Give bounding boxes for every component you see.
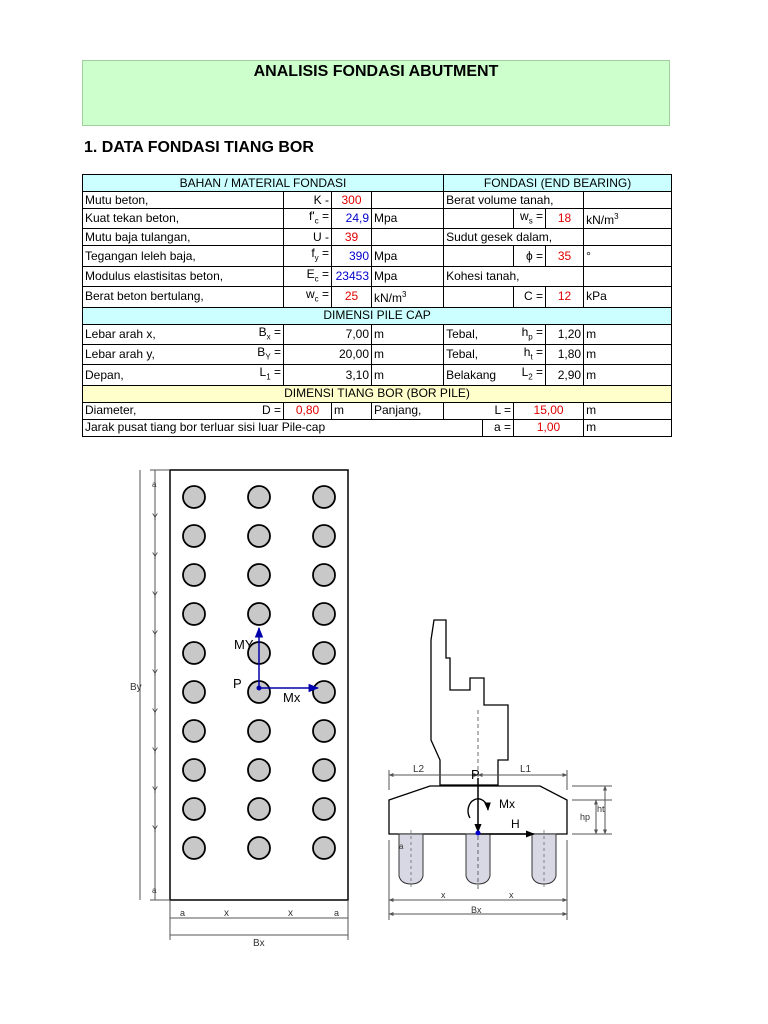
- berat-volume-tanah-label: Berat volume tanah,: [444, 192, 584, 209]
- plan-by-label: By: [130, 682, 142, 693]
- plan-y-label: Y: [152, 551, 159, 561]
- hp-unit: m: [584, 324, 672, 344]
- plan-y-label: Y: [152, 590, 159, 600]
- abutment-wall: [431, 620, 508, 785]
- l1-unit: m: [372, 365, 444, 385]
- section-x-left: x: [441, 890, 446, 900]
- bx-unit: m: [372, 324, 444, 344]
- pile-circle: [183, 603, 205, 625]
- ht-label: Tebal,: [444, 344, 514, 364]
- ws-unit: $kN/m^3$: [584, 209, 672, 229]
- berat-beton-unit: $kN/m^3$: [372, 287, 444, 307]
- tegangan-leleh-unit: Mpa: [372, 246, 444, 266]
- plan-a-bottom: a: [152, 886, 157, 895]
- pile-circle: [183, 798, 205, 820]
- berat-beton-sym: $w_c$ =: [284, 287, 332, 307]
- jarak-unit: m: [584, 419, 672, 436]
- l2-value: 2,90: [546, 365, 584, 385]
- hp-value: 1,20: [546, 324, 584, 344]
- section-p-label: P: [471, 767, 480, 782]
- pile-circle: [248, 525, 270, 547]
- modulus-label: Modulus elastisitas beton,: [83, 266, 284, 286]
- mutu-beton-sym: K -: [284, 192, 332, 209]
- pile-right: [532, 834, 556, 884]
- mutu-baja-label: Mutu baja tulangan,: [83, 229, 284, 246]
- section-l2-label: L2: [413, 764, 425, 775]
- sudut-gesek-label: Sudut gesek dalam,: [444, 229, 584, 246]
- kuat-tekan-sym: $f'_c$ =: [284, 209, 332, 229]
- pile-circle: [248, 486, 270, 508]
- pile-circle: [183, 759, 205, 781]
- diameter-sym: D =: [246, 402, 284, 419]
- plan-y-label: Y: [152, 707, 159, 717]
- section-heading: 1. DATA FONDASI TIANG BOR: [84, 139, 314, 156]
- fondasi-header: FONDASI (END BEARING): [444, 175, 672, 192]
- kuat-tekan-unit: Mpa: [372, 209, 444, 229]
- plan-y-label: Y: [152, 785, 159, 795]
- section-ht-label: ht: [597, 804, 605, 814]
- by-sym: $B_Y$ =: [246, 344, 284, 364]
- by-unit: m: [372, 344, 444, 364]
- kohesi-label: Kohesi tanah,: [444, 266, 584, 286]
- l2-unit: m: [584, 365, 672, 385]
- section-l1-label: L1: [520, 764, 532, 775]
- plan-y-label: Y: [152, 629, 159, 639]
- pile-circle: [183, 564, 205, 586]
- kuat-tekan-label: Kuat tekan beton,: [83, 209, 284, 229]
- modulus-unit: Mpa: [372, 266, 444, 286]
- pile-circle: [248, 603, 270, 625]
- panjang-value: 15,00: [514, 402, 584, 419]
- phi-label: [444, 246, 514, 266]
- c-unit: kPa: [584, 287, 672, 307]
- plan-bx-label: Bx: [253, 938, 265, 948]
- section-h-label: H: [511, 817, 520, 831]
- bx-sym: $B_x$ =: [246, 324, 284, 344]
- jarak-label: Jarak pusat tiang bor terluar sisi luar Pile-cap: [83, 419, 483, 436]
- material-header: BAHAN / MATERIAL FONDASI: [83, 175, 444, 192]
- mutu-baja-unit: [372, 229, 444, 246]
- data-table: [82, 174, 672, 437]
- pile-circle: [313, 759, 335, 781]
- panjang-label: Panjang,: [372, 402, 444, 419]
- phi-unit: °: [584, 246, 672, 266]
- modulus-value: 23453: [332, 266, 372, 286]
- panjang-sym: L =: [444, 402, 514, 419]
- pile-circle: [248, 798, 270, 820]
- pile-circle: [313, 642, 335, 664]
- ht-value: 1,80: [546, 344, 584, 364]
- section-hp-label: hp: [580, 812, 591, 822]
- phi-value: 35: [546, 246, 584, 266]
- by-value: 20,00: [284, 344, 372, 364]
- berat-beton-value: 25: [332, 287, 372, 307]
- plan-p-label: P: [233, 676, 242, 691]
- pile-circle: [313, 837, 335, 859]
- ws-sym: $w_s$ =: [514, 209, 546, 229]
- plan-a-top: a: [152, 480, 157, 489]
- ws-label: [444, 209, 514, 229]
- pile-circle: [313, 720, 335, 742]
- pile-circle: [183, 720, 205, 742]
- page-title: ANALISIS FONDASI ABUTMENT: [253, 63, 499, 80]
- diameter-unit: m: [332, 402, 372, 419]
- l1-value: 3,10: [284, 365, 372, 385]
- by-label: Lebar arah y,: [83, 344, 246, 364]
- section-x-right: x: [509, 890, 514, 900]
- plan-my-label: MY: [234, 637, 254, 652]
- plan-a-left: a: [180, 908, 186, 918]
- mutu-baja-value: 39: [332, 229, 372, 246]
- mutu-baja-sym: U -: [284, 229, 332, 246]
- plan-y-label: Y: [152, 746, 159, 756]
- title-banner: [82, 60, 670, 126]
- plan-y-label: Y: [152, 512, 159, 522]
- hp-label: Tebal,: [444, 324, 514, 344]
- panjang-unit: m: [584, 402, 672, 419]
- plan-mx-label: Mx: [283, 690, 301, 705]
- l1-sym: $L_1$ =: [246, 365, 284, 385]
- c-label: [444, 287, 514, 307]
- pile-circle: [313, 564, 335, 586]
- l2-sym: $L_2$ =: [514, 365, 546, 385]
- pile-cap-header: DIMENSI PILE CAP: [83, 307, 672, 324]
- ht-unit: m: [584, 344, 672, 364]
- tegangan-leleh-sym: $f_y$ =: [284, 246, 332, 266]
- pile-circle: [183, 681, 205, 703]
- jarak-value: 1,00: [514, 419, 584, 436]
- pile-circle: [183, 642, 205, 664]
- mutu-beton-label: Mutu beton,: [83, 192, 284, 209]
- pile-circle: [313, 681, 335, 703]
- abutment-section-diagram: [380, 612, 616, 922]
- phi-sym: ϕ =: [514, 246, 546, 266]
- tiang-bor-header: DIMENSI TIANG BOR (BOR PILE): [83, 385, 672, 402]
- ws-value: 18: [546, 209, 584, 229]
- c-sym: C =: [514, 287, 546, 307]
- pile-circle: [183, 525, 205, 547]
- jarak-sym: a =: [483, 419, 514, 436]
- pile-circle: [313, 798, 335, 820]
- diameter-value: 0,80: [284, 402, 332, 419]
- bx-value: 7,00: [284, 324, 372, 344]
- berat-beton-label: Berat beton bertulang,: [83, 287, 284, 307]
- plan-x-right: x: [288, 908, 293, 919]
- mutu-beton-value: 300: [332, 192, 372, 209]
- tegangan-leleh-label: Tegangan leleh baja,: [83, 246, 284, 266]
- section-mx-label: Mx: [499, 797, 515, 811]
- pile-circle: [183, 837, 205, 859]
- section-bx-label: Bx: [471, 905, 482, 915]
- pile-circle: [248, 720, 270, 742]
- tegangan-leleh-value: 390: [332, 246, 372, 266]
- diameter-label: Diameter,: [83, 402, 246, 419]
- pile-circle: [313, 603, 335, 625]
- l2-label: Belakang: [444, 365, 514, 385]
- bx-label: Lebar arah x,: [83, 324, 246, 344]
- sudut-gesek-unit: [584, 229, 672, 246]
- pile-circle: [313, 525, 335, 547]
- c-value: 12: [546, 287, 584, 307]
- kohesi-unit: [584, 266, 672, 286]
- mutu-beton-unit: [372, 192, 444, 209]
- hp-sym: $h_p$ =: [514, 324, 546, 344]
- l1-label: Depan,: [83, 365, 246, 385]
- pile-circle: [248, 759, 270, 781]
- pile-circle: [248, 837, 270, 859]
- kuat-tekan-value: 24,9: [332, 209, 372, 229]
- plan-a-right: a: [334, 908, 340, 918]
- pile-circle: [183, 486, 205, 508]
- plan-y-label: Y: [152, 824, 159, 834]
- plan-y-label: Y: [152, 668, 159, 678]
- pile-circle: [248, 564, 270, 586]
- modulus-sym: $E_c$ =: [284, 266, 332, 286]
- plan-x-left: x: [224, 908, 229, 919]
- ht-sym: $h_t$ =: [514, 344, 546, 364]
- pile-plan-diagram: [118, 462, 358, 948]
- section-a-label: a: [399, 842, 404, 851]
- berat-volume-tanah-unit: [584, 192, 672, 209]
- pile-circle: [313, 486, 335, 508]
